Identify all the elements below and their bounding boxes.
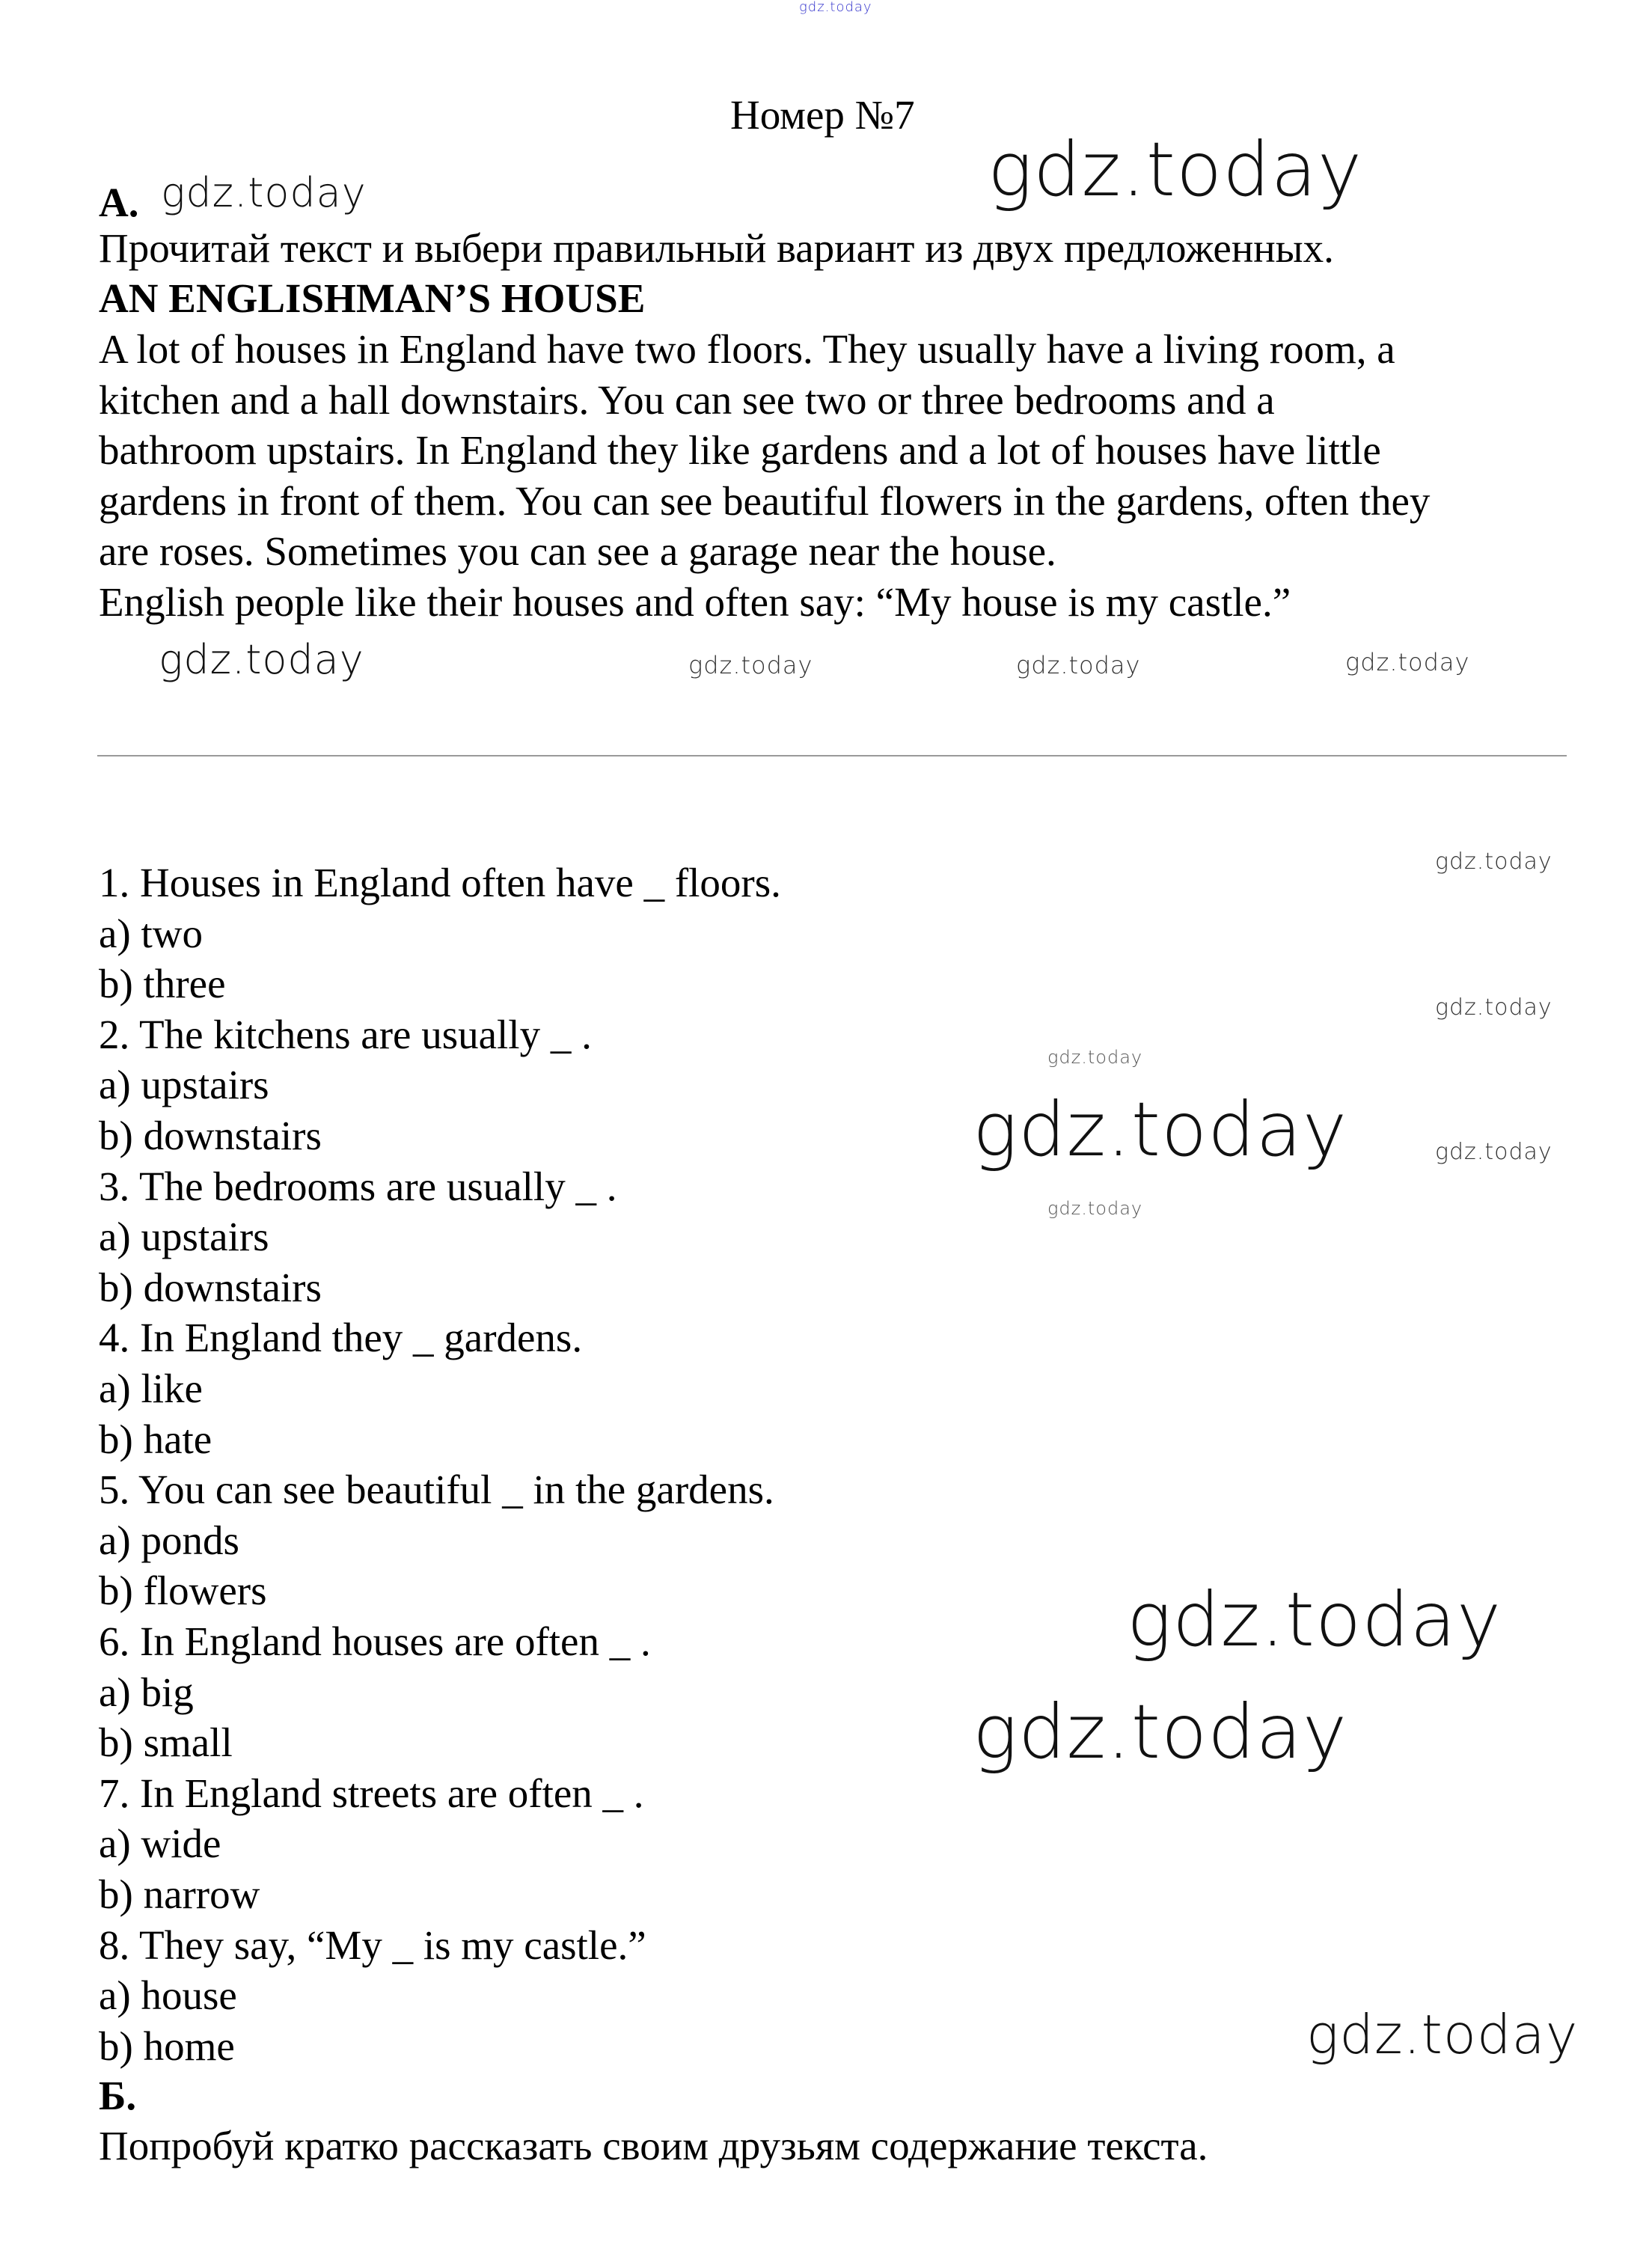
watermark: gdz.today — [1435, 849, 1552, 875]
option-b[interactable]: b) narrow — [99, 1871, 260, 1917]
top-watermark: gdz.today — [799, 0, 872, 15]
watermark: gdz.today — [1016, 651, 1141, 679]
question-text: 1. Houses in England often have _ floors. — [99, 860, 781, 905]
watermark: gdz.today — [159, 636, 364, 683]
option-a[interactable]: a) like — [99, 1366, 203, 1411]
watermark: gdz.today — [1435, 994, 1552, 1021]
watermark: gdz.today — [1047, 1198, 1143, 1219]
watermark: gdz.today — [688, 651, 813, 679]
watermark: gdz.today — [161, 169, 367, 216]
instruction-b: Попробуй кратко рассказать своим друзьям содержание текста. — [99, 2123, 1208, 2168]
divider — [97, 755, 1567, 756]
question-text: 5. You can see beautiful _ in the gardens. — [99, 1467, 774, 1513]
watermark: gdz.today — [1345, 648, 1470, 676]
option-b[interactable]: b) flowers — [99, 1568, 267, 1614]
option-b[interactable]: b) small — [99, 1719, 233, 1766]
option-a[interactable]: a) upstairs — [99, 1062, 269, 1108]
option-b[interactable]: b) downstairs — [99, 1113, 322, 1158]
paragraph-line: gardens in front of them. You can see beautiful flowers in the gardens, often they — [99, 477, 1431, 524]
question-text: 6. In England houses are often _ . — [99, 1618, 651, 1664]
option-b[interactable]: b) home — [99, 2023, 235, 2069]
page-title: Номер №7 — [730, 92, 915, 138]
watermark: gdz.today — [1435, 1139, 1552, 1165]
section-b-label: Б. — [99, 2073, 137, 2118]
paragraph-line: English people like their houses and often say: “My house is my castle.” — [99, 579, 1291, 625]
paragraph-line: A lot of houses in England have two floors. They usually have a living room, a — [99, 326, 1395, 372]
option-b[interactable]: b) downstairs — [99, 1264, 322, 1310]
watermark: gdz.today — [1306, 2003, 1579, 2066]
watermark: gdz.today — [973, 1086, 1348, 1173]
watermark: gdz.today — [1047, 1047, 1143, 1068]
option-a[interactable]: a) big — [99, 1669, 194, 1715]
question-text: 2. The kitchens are usually _ . — [99, 1011, 592, 1057]
option-b[interactable]: b) three — [99, 961, 226, 1007]
watermark: gdz.today — [973, 1688, 1348, 1776]
option-a[interactable]: a) house — [99, 1972, 237, 2019]
paragraph-line: kitchen and a hall downstairs. You can see two or three bedrooms and a — [99, 376, 1275, 423]
option-a[interactable]: a) upstairs — [99, 1214, 269, 1260]
watermark: gdz.today — [1127, 1576, 1502, 1663]
option-a[interactable]: a) two — [99, 910, 203, 956]
question-text: 4. In England they _ gardens. — [99, 1315, 583, 1361]
question-text: 8. They say, “My _ is my castle.” — [99, 1922, 646, 1968]
option-b[interactable]: b) hate — [99, 1416, 212, 1462]
watermark: gdz.today — [988, 126, 1363, 213]
option-a[interactable]: a) wide — [99, 1821, 221, 1867]
question-text: 7. In England streets are often _ . — [99, 1770, 644, 1816]
option-a[interactable]: a) ponds — [99, 1517, 239, 1563]
question-text: 3. The bedrooms are usually _ . — [99, 1163, 617, 1209]
paragraph-line: are roses. Sometimes you can see a garage near the house. — [99, 528, 1056, 575]
instruction-a: Прочитай текст и выбери правильный вариант из двух предложенных. — [99, 225, 1334, 271]
section-a-label: А. — [99, 180, 139, 225]
text-heading: AN ENGLISHMAN’S HOUSE — [99, 275, 646, 321]
paragraph-line: bathroom upstairs. In England they like gardens and a lot of houses have little — [99, 427, 1381, 474]
